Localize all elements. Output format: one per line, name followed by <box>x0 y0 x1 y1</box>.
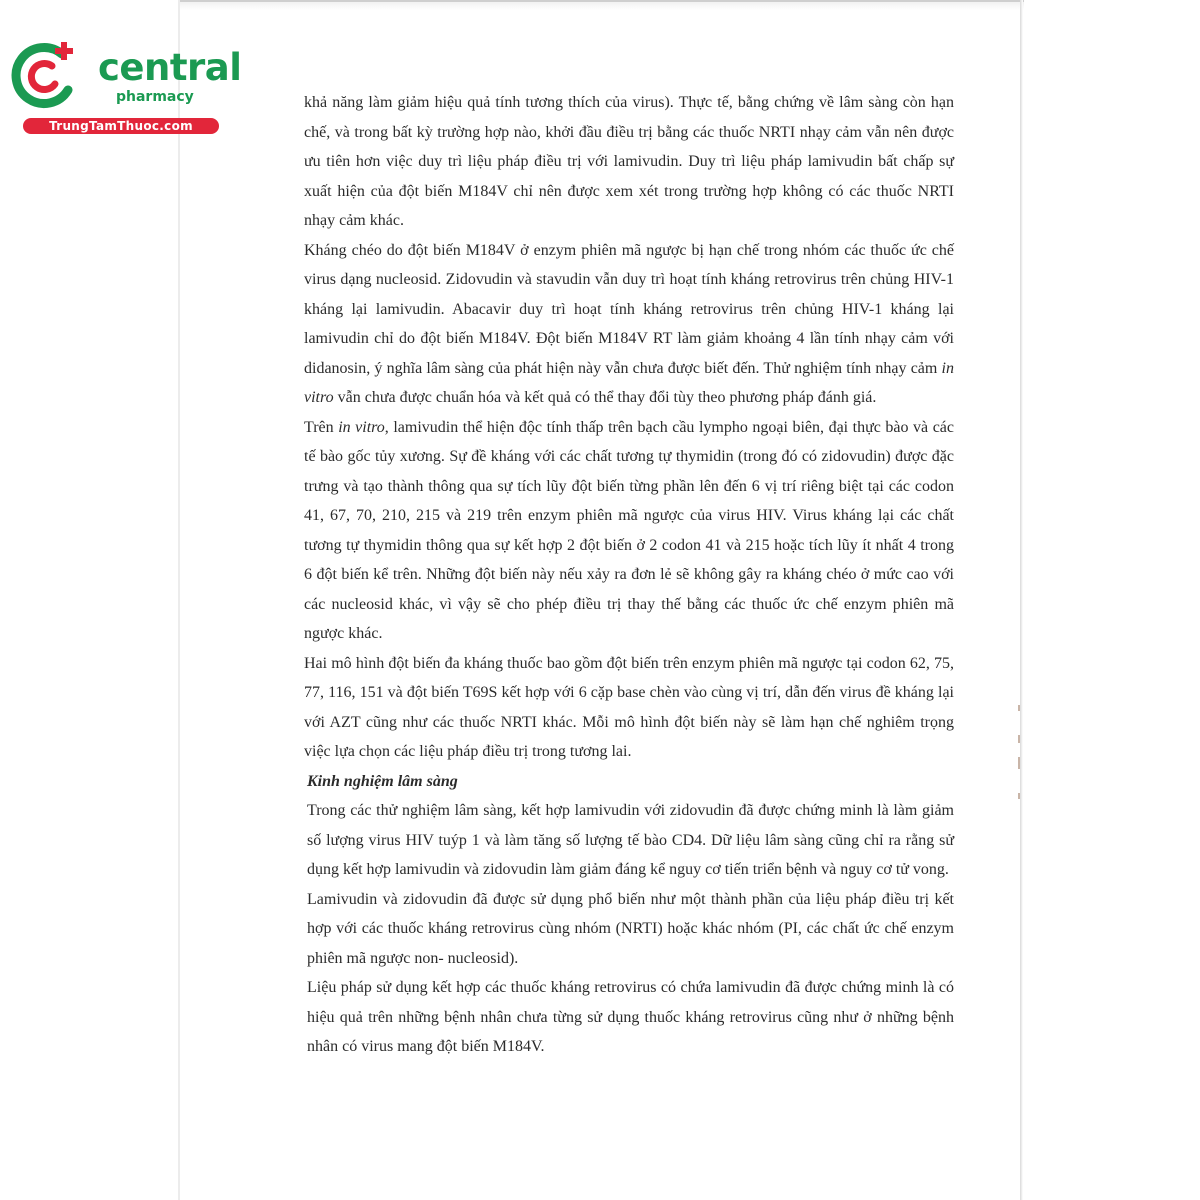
text-run: vẫn chưa được chuẩn hóa và kết quả có thể thay đổi tùy theo phương pháp đánh giá. <box>333 389 877 406</box>
document-body <box>304 88 954 1062</box>
section-heading: Kinh nghiệm lâm sàng <box>307 772 458 790</box>
text-run: Hai mô hình đột biến đa kháng thuốc bao gồm đột biến trên enzym phiên mã ngược tại codon 62, 75, 77, 116, 151 và đột biến T69S kết hợp với 6 cặp base chèn vào cùng vị trí, dẫn đến virus đề kháng lại với AZT cũng như các thuốc NRTI khác. Mỗi mô hình đột biến này sẽ làm hạn chế nghiêm trọng việc lựa chọn các liệu pháp điều trị trong tương lai. <box>304 654 954 760</box>
text-run: Kháng chéo do đột biến M184V ở enzym phiên mã ngược bị hạn chế trong nhóm các thuốc ức chế virus dạng nucleosid. Zidovudin và stavudin vẫn duy trì hoạt tính kháng retrovirus trên chủng HIV-1 kháng lại lamivudin. Abacavir duy trì hoạt tính kháng retrovirus trên chủng HIV-1 kháng lại lamivudin chỉ do đột biến M184V. Đột biến M184V RT làm giảm khoảng 4 lần tính nhạy cảm với didanosin, ý nghĩa lâm sàng của phát hiện này vẫn chưa được biết đến. Thử nghiệm tính nhạy cảm <box>304 241 954 377</box>
scan-edge-left <box>178 0 180 1200</box>
italic-run: in vitro <box>338 418 385 436</box>
paragraph-3 <box>304 413 954 649</box>
text-run: Trên <box>304 418 339 436</box>
central-pharmacy-logo <box>10 36 242 136</box>
paragraph-4 <box>304 649 954 767</box>
paragraph-2 <box>304 236 954 413</box>
logo-name: central <box>98 46 242 89</box>
text-run: , lamivudin thể hiện độc tính thấp trên bạch cầu lympho ngoại biên, đại thực bào và các tế bào gốc tủy xương. Sự đề kháng với các chất tương tự thymidin (trong đó có zidovudin) được đặc trưng và tạo thành thông qua sự tích lũy đột biến từng phần lên đến 6 vị trí riêng biệt tại các codon 41, 67, 70, 210, 215 và 219 trên enzym phiên mã ngược của virus HIV. Virus kháng lại các chất tương tự thymidin thông qua sự kết hợp 2 đột biến ở 2 codon 41 và 215 hoặc tích lũy ít nhất 4 trong 6 đột biến kể trên. Những đột biến này nếu xảy ra đơn lẻ sẽ không gây ra kháng chéo ở mức cao với các nucleosid khác, vì vậy sẽ cho phép điều trị thay thế bằng các thuốc ức chế enzym phiên mã ngược khác. <box>304 418 954 642</box>
pharmacy-cross-c-icon <box>10 40 82 112</box>
paragraph-1 <box>304 88 954 236</box>
text-run: khả năng làm giảm hiệu quả tính tương thích của virus). Thực tế, bằng chứng về lâm sàng còn hạn chế, và trong bất kỳ trường hợp nào, khởi đầu điều trị bằng các thuốc NRTI nhạy cảm vẫn nên được ưu tiên hơn việc duy trì liệu pháp điều trị với lamivudin. Duy trì liệu pháp lamivudin bất chấp sự xuất hiện của đột biến M184V chỉ nên được xem xét trong trường hợp không có các thuốc NRTI nhạy cảm khác. <box>304 94 954 229</box>
section-paragraph-2: Lamivudin và zidovudin đã được sử dụng phổ biến như một thành phần của liệu pháp điều trị kết hợp với các thuốc kháng retrovirus cùng nhóm (NRTI) hoặc khác nhóm (PI, các chất ức chế enzym phiên mã ngược non- nucleosid). <box>307 890 954 967</box>
logo-subtitle: pharmacy <box>116 89 194 105</box>
logo-url-badge: TrungTamThuoc.com <box>23 118 219 134</box>
italic-run: in vitro <box>304 359 954 406</box>
scan-edge-top <box>178 0 1024 10</box>
section-paragraph-1: Trong các thử nghiệm lâm sàng, kết hợp lamivudin với zidovudin đã được chứng minh là làm giảm số lượng virus HIV tuýp 1 và làm tăng số lượng tế bào CD4. Dữ liệu lâm sàng cũng chỉ ra rằng sử dụng kết hợp lamivudin và zidovudin làm giảm đáng kể nguy cơ tiến triển bệnh và nguy cơ tử vong. <box>307 802 954 878</box>
margin-scan-marks <box>1016 705 1024 825</box>
scan-edge-right <box>1020 0 1023 1200</box>
section-paragraph-3: Liệu pháp sử dụng kết hợp các thuốc kháng retrovirus có chứa lamivudin đã được chứng minh là có hiệu quả trên những bệnh nhân chưa từng sử dụng thuốc kháng retrovirus cũng như ở những bệnh nhân có virus mang đột biến M184V. <box>307 979 954 1055</box>
